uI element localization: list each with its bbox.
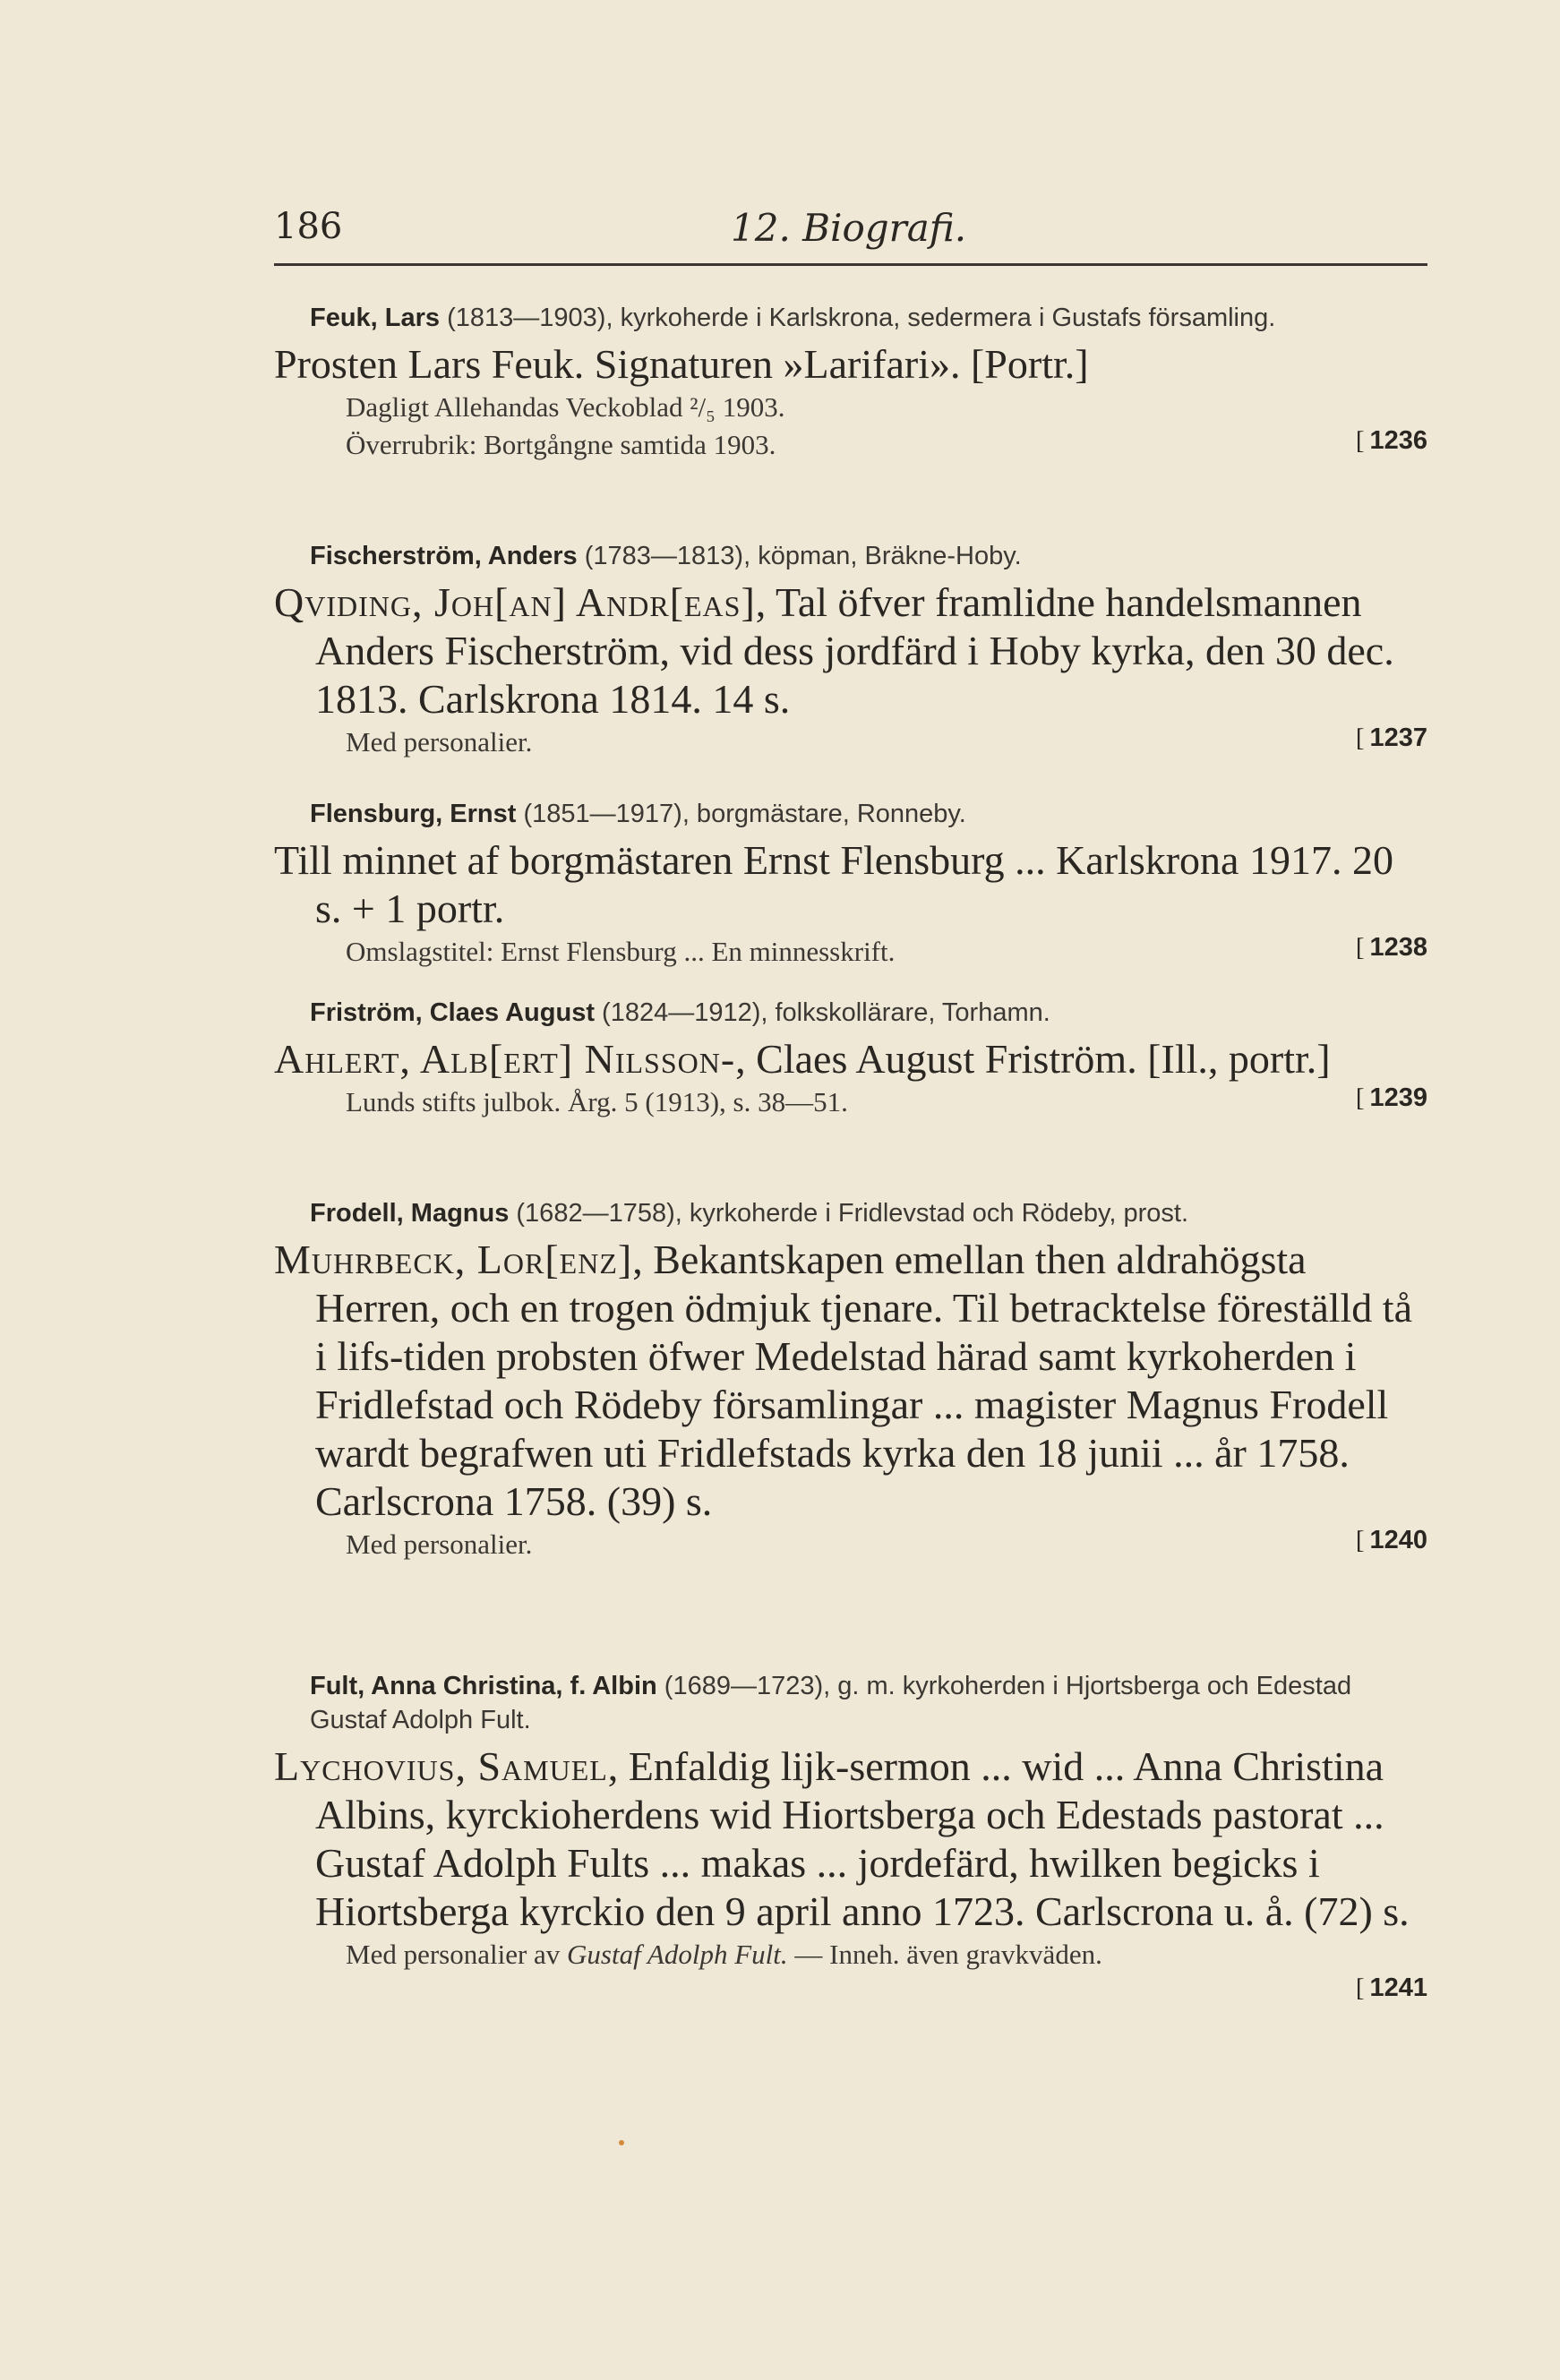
entry-title: Ahlert, Alb[ert] Nilsson-, Claes August Friström. [Ill., portr.]	[274, 1036, 1331, 1082]
entry-note: Omslagstitel: Ernst Flensburg ... En minnesskrift.	[346, 936, 896, 967]
entry-1241	[274, 1669, 1427, 2011]
page-number: 186	[274, 206, 343, 247]
paper-speck	[619, 2140, 624, 2145]
entry-1238	[274, 797, 1427, 971]
header-rule	[274, 263, 1427, 266]
entry-title: Prosten Lars Feuk. Signaturen »Larifari». [Portr.]	[274, 341, 1089, 387]
entry-person: Friström, Claes August (1824—1912), folkskollärare, Torhamn.	[310, 998, 1050, 1027]
entry-note: Med personalier av Gustaf Adolph Fult. — Inneh. även gravkväden.	[346, 1939, 1102, 1970]
page-header	[274, 206, 1427, 260]
entry-person: Feuk, Lars (1813—1903), kyrkoherde i Karlskrona, sedermera i Gustafs församling.	[310, 304, 1276, 332]
entry-1237	[274, 539, 1427, 761]
entry-title: Lychovius, Samuel, Enfaldig lijk-sermon ... wid ... Anna Christina Albins, kyrckioherdens wid Hiortsberga och Edestads pastorat ... Gustaf Adolph Fults ... makas ... jordefärd, hwilken begicks i Hiortsberga kyrckio den 9 april anno 1723. Carlscrona u. å. (72) s.	[274, 1743, 1410, 1934]
chapter-title: 12. Biografi.	[731, 206, 967, 250]
entry-note: Med personalier.	[346, 726, 533, 758]
reference-number: [ 1237	[1355, 723, 1427, 752]
reference-number: [ 1236	[1355, 426, 1427, 455]
entry-title: Qviding, Joh[an] Andr[eas], Tal öfver framlidne handelsmannen Anders Fischerström, vid dess jordfärd i Hoby kyrka, den 30 dec. 1813. Carlskrona 1814. 14 s.	[274, 579, 1394, 722]
entry-person: Frodell, Magnus (1682—1758), kyrkoherde i Fridlevstad och Rödeby, prost.	[310, 1199, 1189, 1228]
entry-1236	[274, 301, 1427, 464]
entry-title: Muhrbeck, Lor[enz], Bekantskapen emellan then aldrahögsta Herren, och en trogen ödmjuk tjenare. Til betracktelse föreställd tå i lifs-tiden probsten öfwer Medelstad härad samt kyrkoherden i Fridlefstad och Rödeby församlingar ... magister Magnus Frodell wardt begrafwen uti Fridlefstads kyrka den 18 junii ... år 1758. Carlscrona 1758. (39) s.	[274, 1237, 1412, 1524]
entry-note: Överrubrik: Bortgångne samtida 1903.	[346, 429, 776, 460]
entry-note: Med personalier.	[346, 1528, 533, 1560]
reference-number: [ 1241	[1355, 1973, 1427, 2002]
entry-note: Lunds stifts julbok. Årg. 5 (1913), s. 38—51.	[346, 1086, 848, 1117]
entry-1239	[274, 996, 1427, 1121]
entry-person: Fult, Anna Christina, f. Albin (1689—1723), g. m. kyrkoherden i Hjortsberga och Edestad Gustaf Adolph Fult.	[310, 1672, 1352, 1734]
entry-title: Till minnet af borgmästaren Ernst Flensburg ... Karlskrona 1917. 20 s. + 1 portr.	[274, 837, 1393, 931]
reference-number: [ 1239	[1355, 1083, 1427, 1112]
entry-1240	[274, 1196, 1427, 1563]
entry-person: Fischerström, Anders (1783—1813), köpman, Bräkne-Hoby.	[310, 542, 1022, 570]
entry-note: Dagligt Allehandas Veckoblad ²/₅ 1903.	[346, 391, 785, 423]
reference-number: [ 1238	[1355, 933, 1427, 962]
reference-number: [ 1240	[1355, 1526, 1427, 1554]
entry-person: Flensburg, Ernst (1851—1917), borgmästare, Ronneby.	[310, 800, 966, 828]
